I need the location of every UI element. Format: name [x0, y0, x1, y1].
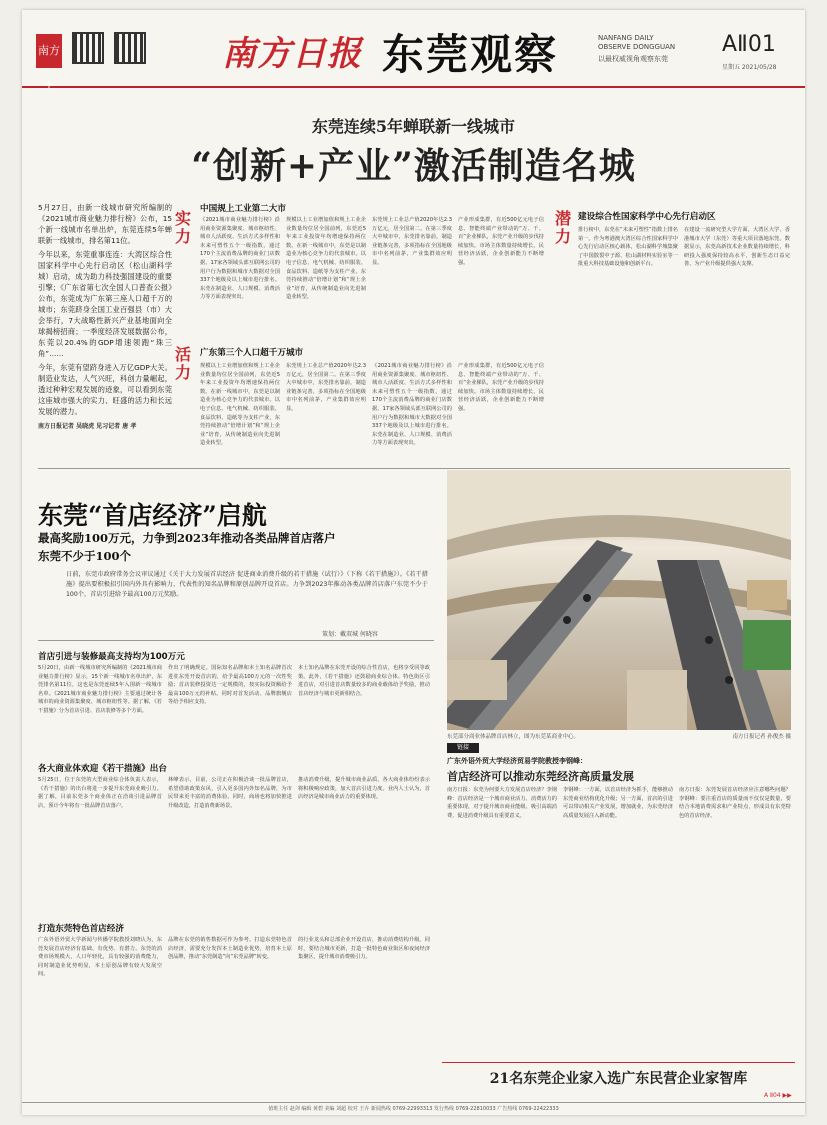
- feature-intro: 日前，东莞市政府常务会议审议通过《关于大力发展首店经济 促进商业消费升级的若干措施（试行）》（下称《若干措施》）。《若干措施》提出要积极招引国内外具有影响力、代表性的知名品牌和原创品牌开设首店。力争到2023年推动各类品牌首店落户东莞不少于100个，首店引进给予最高100万元奖励。: [66, 571, 428, 598]
- article-column: 规模以上工业增加值和规上工业企业数量均位居全国前列，东莞近5年来工业投资年均增速保持两位数。在新一线城市中，东莞是以制造业为核心竞争力的代表城市。以电子信息、电气机械、纺织服装、食品饮料、造纸等为支柱产业，东莞持续推动“倍增计划”和“规上企业”培育，从传统制造业向先进制造业转型。: [200, 363, 280, 447]
- page-reference: A Ⅱ04 ▶▶: [764, 1092, 792, 1099]
- lead-intro: 5月27日，由新一线城市研究所编制的《2021城市商业魅力排行榜》公布，15个新一线城市名单出炉，东莞连续5年蝉联新一线城市，排名第11位。 今年以来，东莞重事连连：大湾区综合性国家科学中心先行启动区（松山湖科学城）启动，成为助力科技强国建设的重要引擎；《广东省第七次全国人口普查公报》公布，东莞成为广东第三座人口超千万的城市；东莞跻身全国工业百强县（市）大会举行，7大战略性新兴产业基地面向全球揭榜招商；一季度经济发展数据公布，东莞以20.4%的GDP增速领跑“珠三角”…… 今年，东莞有望跻身进入万亿GDP大关。制造业发达，人气兴旺，科创力量崛起，透过种种宏观发展的迹象，可以看到东莞这座城市强大的实力、旺盛的活力和长远发展的潜力。 南方日报记者 吴晓虎 见习记者 唐 孝: [38, 203, 172, 430]
- article-column: 本土知名品牌在东莞开设的综合性首店，也将享受同等政策。此外，《若干措施》还鼓励商业综合体、特色街区引进首店，对引进首店数量较多的商业载体给予奖励，推动首店经济与城市更新相结合。: [298, 665, 430, 697]
- article-column: 产业形成集群，有近500亿元电子信息、智能终端产业带动的“万、千、百”企业梯队，东莞产业升级的步伐持续加快。市场主体数量持续增长，民营经济活跃，企业创新能力不断增强。: [458, 363, 544, 412]
- article-column: 作出了明确规定。国际知名品牌和本土知名品牌首次进驻东莞开设首店的，给予最高100万元的一次性奖励；首店装修投资达一定规模的，按实际投资额给予最高100万元的补贴。同时对首发活动、品牌旗舰店等给予相应支持。: [168, 665, 292, 706]
- article-column: 规模以上工业增加值和规上工业企业数量均位居全国前列，东莞近5年来工业投资年均增速保持两位数。在新一线城市中，东莞是以制造业为核心竞争力的代表城市。以电子信息、电气机械、纺织服装、食品饮料、造纸等为支柱产业，东莞持续推动“倍增计划”和“规上企业”培育，从传统制造业向先进制造业转型。: [286, 217, 366, 301]
- article-column: 南方日报：东莞为何要大力发展首店经济？李钢峰：首店经济是一个城市商业活力、消费活力的重要体现，对于提升城市商业能级、吸引高端消费、促进消费升级具有重要意义。: [447, 787, 557, 819]
- masthead: [22, 10, 805, 91]
- photo-credit: 南方日报记者 孙俊杰 摄: [732, 734, 791, 740]
- article-column: 南方日报：东莞发展首店经济应注意哪些问题？李钢峰：要注重首店的质量而不仅仅是数量，要结合本地消费需求和产业特点，形成具有东莞特色的首店经济。: [679, 787, 791, 819]
- tag-strength: 实 力: [174, 209, 191, 246]
- byline: 南方日报记者 吴晓虎 见习记者 唐 孝: [38, 423, 137, 430]
- subhead-science: 建设综合性国家科学中心先行启动区: [578, 212, 716, 222]
- article-column: 广东外语外贸大学新闻与传播学院教授刘晓认为，东莞发展首店经济有基础、有优势、有潜力。东莞的消费市场规模大，人口年轻化，具有较强的消费能力，同时制造业优势明显，本土原创品牌有较大发展空间。: [38, 937, 162, 978]
- feature-headline: 东莞“首店经济”启航: [38, 501, 267, 530]
- photo-caption: 东莞部分商业体品牌首店林立，图为东莞某商业中心。 南方日报记者 孙俊杰 摄: [447, 734, 791, 740]
- feature-credit: 策划：戴双城 何晓容: [322, 631, 378, 638]
- masthead-english: NANFANG DAILY OBSERVE DONGGUAN 以最权威视角观察东莞: [598, 34, 676, 63]
- article-column: 品牌在东莞的销售数据可作为参考。打造东莞特色首店经济，需要充分发挥本土制造业优势，培育本土原创品牌，推动“东莞制造”向“东莞品牌”转变。: [168, 937, 292, 961]
- feature-deck: 最高奖励100万元，力争到2023年推动各类品牌首店落户: [38, 531, 336, 545]
- subhead-industry: 中国规上工业第二大市: [200, 204, 286, 214]
- qr-code-icon: [72, 32, 104, 64]
- article-column: 林峰表示，目前，公司正在积极洽谈一批品牌首店，希望借助政策东风，引入更多国内外知名品牌，为市民带来更丰富的消费体验。同时，商场也将加快推进升级改造，打造消费新场景。: [168, 777, 292, 809]
- article-column: 排行榜中，东莞在“未来可塑性”指数上排名第一。作为粤港澳大湾区综合性国家科学中心先行启动区核心载体，松山湖科学城集聚了中国散裂中子源、松山湖材料实验室等一批重大科技基础设施和创新平台。: [578, 227, 678, 268]
- nanfang-plus-logo: 南方+: [36, 34, 62, 68]
- article-column: 在建设一流研究型大学方面，大湾区大学、香港城市大学（东莞）等重大项目落地东莞。数据显示，东莞高新技术企业数量持续增长，科研投入强度保持较高水平，创新生态日益完善，为产业升级提供强大支撑。: [684, 227, 790, 268]
- article-column: 东莞规上工业总产值2020年达2.3万亿元，居全国第二。在第三季度大中城市中，东莞排名靠前，制造业链条完善，多项指标在全国地级市中名列前茅，产业集群效应明显。: [372, 217, 452, 266]
- article-column: 《2021城市商业魅力排行榜》沿用商业资源集聚度、城市枢纽性、城市人活跃度、生活方式多样性和未来可塑性五个一级指数，通过170个主流消费品牌的商业门店数据、17家各领域头部互联网公司的用户行为数据和城市大数据对全国337个地级及以上城市进行排名。东莞在制造业、人口规模、消费活力等方面表现突出。: [372, 363, 452, 447]
- page-number: AⅡ01: [722, 32, 776, 57]
- mall-escalator-photo: [447, 470, 791, 730]
- feature-deck: 东莞不少于100个: [38, 549, 132, 563]
- divider: [38, 640, 434, 641]
- subhead-population: 广东第三个人口超千万城市: [200, 348, 304, 358]
- lead-kicker: 东莞连续5年蝉联新一线城市: [311, 117, 516, 136]
- interview-kicker: 广东外语外贸大学经济贸易学院教授李钢峰：: [447, 757, 587, 765]
- article-column: 产业形成集群，有近500亿元电子信息、智能终端产业带动的“万、千、百”企业梯队，东莞产业升级的步伐持续加快。市场主体数量持续增长，民营经济活跃，企业创新能力不断增强。: [458, 217, 544, 266]
- article-column: 的行业龙头和总部企业开设首店，推动消费结构升级。同时，要结合城市更新，打造一批特色商业街区和夜间经济集聚区，提升城市消费吸引力。: [298, 937, 430, 961]
- article-column: 5月25日，位于东莞的大型商业综合体负责人表示，《若干措施》的出台将进一步提升东莞商业吸引力。据了解，目前东莞多个商业体正在洽谈引进品牌首店，预计今年将有一批品牌首店落户。: [38, 777, 162, 809]
- tag-potential: 潜 力: [554, 209, 571, 246]
- footer-credits: 值班主任 赵剑 编辑 黄碧 美编 刘超 校对 王卉 新闻热线 0769-22993313 发行热线 0769-22810033 广告热线 0769-22422333: [22, 1102, 805, 1115]
- link-tag: 链接: [447, 743, 479, 753]
- issue-date: 星期五 2021/05/28: [722, 64, 777, 71]
- edition-title: 东莞观察: [382, 30, 559, 79]
- section-divider: [38, 468, 790, 469]
- interview-headline: 首店经济可以推动东莞经济高质量发展: [447, 770, 634, 783]
- article-column: 东莞规上工业总产值2020年达2.3万亿元，居全国第二。在第三季度大中城市中，东莞排名靠前，制造业链条完善，多项指标在全国地级市中名列前茅，产业集群效应明显。: [286, 363, 366, 412]
- divider: [442, 1062, 795, 1063]
- qr-code-icon: [114, 32, 146, 64]
- subhead-welcome: 各大商业体欢迎《若干措施》出台: [38, 764, 167, 774]
- article-column: 推动消费升级，提升城市商业品质，各大商业体纷纷表示将积极响应政策，加大首店引进力度。业内人士认为，首店经济是城市商业活力的重要体现。: [298, 777, 430, 801]
- paper-name: 南方日报: [222, 34, 362, 74]
- subhead-dongguan-feature: 打造东莞特色首店经济: [38, 924, 124, 934]
- subhead-first-store: 首店引进与装修最高支持均为100万元: [38, 652, 185, 662]
- bottom-headline: 21名东莞企业家入选广东民营企业家智库: [489, 1071, 748, 1087]
- article-column: 李钢峰：一方面，以首店经济为抓手，能够推动东莞商业结构优化升级；另一方面，首店的引进可以带动相关产业发展，增加就业，为东莞经济高质量发展注入新动能。: [563, 787, 673, 819]
- newspaper-page: [22, 10, 805, 1115]
- lead-headline: “创新+产业”激活制造名城: [191, 145, 636, 187]
- article-column: 《2021城市商业魅力排行榜》沿用商业资源集聚度、城市枢纽性、城市人活跃度、生活方式多样性和未来可塑性五个一级指数，通过170个主流消费品牌的商业门店数据、17家各领域头部互联网公司的用户行为数据和城市大数据对全国337个地级及以上城市进行排名。东莞在制造业、人口规模、消费活力等方面表现突出。: [200, 217, 280, 301]
- tag-vitality: 活 力: [174, 345, 191, 382]
- article-column: 5月20日，由新一线城市研究所编制的《2021城市商业魅力排行榜》显示，15个新一线城市名单出炉，东莞排名第11位，这也是东莞连续5年入围新一线城市名单。《2021城市商业魅力排行榜》主要通过统计各城市的商业资源集聚度、城市枢纽性等。据了解，《若干措施》分为首店引进、首店装修等多个方面。: [38, 665, 162, 714]
